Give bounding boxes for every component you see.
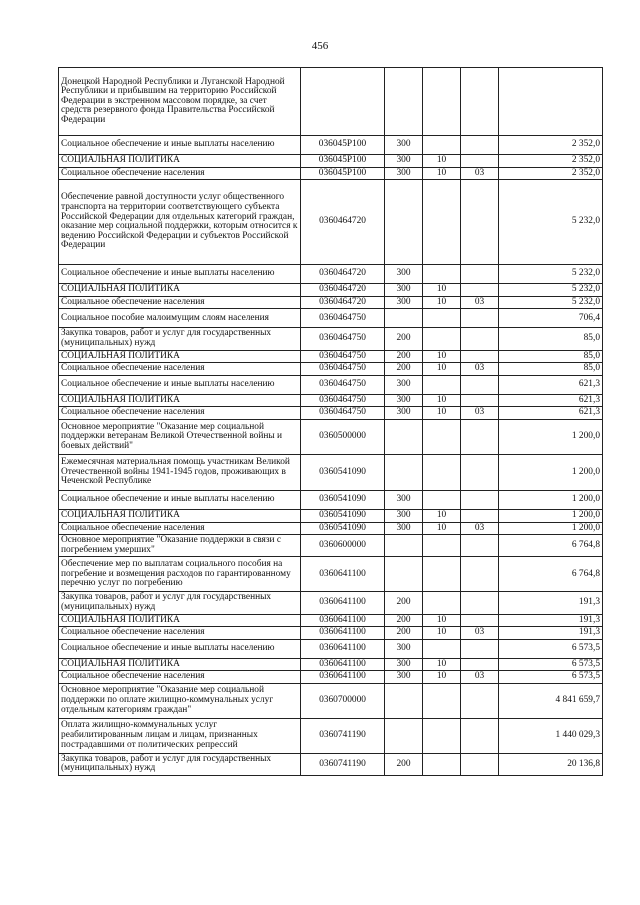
table-row bbox=[59, 522, 603, 535]
row-expense-type: 300 bbox=[385, 284, 423, 297]
row-expense-type bbox=[385, 683, 423, 718]
row-name: СОЦИАЛЬНАЯ ПОЛИТИКА bbox=[59, 394, 301, 407]
row-subsection bbox=[461, 557, 499, 592]
row-name: Закупка товаров, работ и услуг для государственных (муниципальных) нужд bbox=[59, 753, 301, 775]
row-amount: 6 573,5 bbox=[499, 658, 603, 671]
row-code: 0360641100 bbox=[301, 639, 385, 658]
row-section bbox=[423, 592, 461, 614]
row-section: 10 bbox=[423, 296, 461, 309]
row-expense-type: 300 bbox=[385, 375, 423, 394]
row-code: 0360600000 bbox=[301, 535, 385, 557]
row-name: Закупка товаров, работ и услуг для государственных (муниципальных) нужд bbox=[59, 592, 301, 614]
row-subsection: 03 bbox=[461, 167, 499, 180]
row-code: 0360464720 bbox=[301, 296, 385, 309]
row-amount: 191,3 bbox=[499, 627, 603, 640]
row-name: Социальное обеспечение населения bbox=[59, 296, 301, 309]
row-amount: 1 200,0 bbox=[499, 522, 603, 535]
row-amount: 1 200,0 bbox=[499, 490, 603, 509]
row-name: Основное мероприятие "Оказание мер социальной поддержки ветеранам Великой Отечественной войны и боевых действий" bbox=[59, 419, 301, 454]
table-row bbox=[59, 394, 603, 407]
row-name: СОЦИАЛЬНАЯ ПОЛИТИКА bbox=[59, 614, 301, 627]
table-row bbox=[59, 753, 603, 775]
row-name: СОЦИАЛЬНАЯ ПОЛИТИКА bbox=[59, 284, 301, 297]
row-name: Оплата жилищно-коммунальных услуг реабилитированным лицам и лицам, признанных пострадавшими от политических репрессий bbox=[59, 718, 301, 753]
table-row bbox=[59, 454, 603, 490]
row-amount: 1 440 029,3 bbox=[499, 718, 603, 753]
row-subsection: 03 bbox=[461, 363, 499, 376]
row-code: 0360541090 bbox=[301, 490, 385, 509]
row-section: 10 bbox=[423, 407, 461, 420]
row-code: 0360464750 bbox=[301, 363, 385, 376]
row-section: 10 bbox=[423, 363, 461, 376]
row-code: 0360641100 bbox=[301, 557, 385, 592]
row-amount: 621,3 bbox=[499, 407, 603, 420]
row-name: Социальное обеспечение и иные выплаты населению bbox=[59, 639, 301, 658]
row-amount: 85,0 bbox=[499, 350, 603, 363]
table-row bbox=[59, 68, 603, 136]
row-amount: 1 200,0 bbox=[499, 509, 603, 522]
row-expense-type: 300 bbox=[385, 136, 423, 155]
row-section bbox=[423, 454, 461, 490]
row-amount: 2 352,0 bbox=[499, 167, 603, 180]
row-code: 0360541090 bbox=[301, 454, 385, 490]
row-section: 10 bbox=[423, 350, 461, 363]
row-subsection bbox=[461, 68, 499, 136]
budget-table-body bbox=[59, 68, 603, 776]
table-row bbox=[59, 658, 603, 671]
row-expense-type: 300 bbox=[385, 167, 423, 180]
row-section bbox=[423, 753, 461, 775]
row-subsection bbox=[461, 136, 499, 155]
row-amount: 4 841 659,7 bbox=[499, 683, 603, 718]
row-name: Социальное обеспечение населения bbox=[59, 671, 301, 684]
row-amount: 6 764,8 bbox=[499, 535, 603, 557]
row-expense-type bbox=[385, 535, 423, 557]
row-section bbox=[423, 136, 461, 155]
row-amount: 2 352,0 bbox=[499, 136, 603, 155]
row-expense-type: 300 bbox=[385, 407, 423, 420]
row-name: Социальное обеспечение населения bbox=[59, 627, 301, 640]
table-row bbox=[59, 627, 603, 640]
row-name: Социальное пособие малоимущим слоям населения bbox=[59, 309, 301, 328]
row-amount: 2 352,0 bbox=[499, 155, 603, 168]
row-name: Социальное обеспечение населения bbox=[59, 522, 301, 535]
row-amount: 621,3 bbox=[499, 394, 603, 407]
row-code: 0360541090 bbox=[301, 522, 385, 535]
row-amount: 706,4 bbox=[499, 309, 603, 328]
row-amount: 20 136,8 bbox=[499, 753, 603, 775]
row-section bbox=[423, 718, 461, 753]
table-row bbox=[59, 284, 603, 297]
row-subsection bbox=[461, 718, 499, 753]
row-name: Социальное обеспечение населения bbox=[59, 407, 301, 420]
row-section: 10 bbox=[423, 155, 461, 168]
row-code: 0360641100 bbox=[301, 627, 385, 640]
table-row bbox=[59, 509, 603, 522]
row-expense-type: 200 bbox=[385, 592, 423, 614]
row-code: 0360700000 bbox=[301, 683, 385, 718]
table-row bbox=[59, 407, 603, 420]
row-code: 0360641100 bbox=[301, 658, 385, 671]
row-section: 10 bbox=[423, 167, 461, 180]
table-row bbox=[59, 167, 603, 180]
row-name: Ежемесячная материальная помощь участникам Великой Отечественной войны 1941-1945 годов, проживающих в Чеченской Республике bbox=[59, 454, 301, 490]
row-amount: 6 573,5 bbox=[499, 671, 603, 684]
row-expense-type bbox=[385, 454, 423, 490]
table-row bbox=[59, 363, 603, 376]
row-section: 10 bbox=[423, 394, 461, 407]
row-amount: 621,3 bbox=[499, 375, 603, 394]
row-name: СОЦИАЛЬНАЯ ПОЛИТИКА bbox=[59, 658, 301, 671]
row-section bbox=[423, 419, 461, 454]
row-name: Социальное обеспечение и иные выплаты населению bbox=[59, 490, 301, 509]
page-number: 456 bbox=[311, 40, 329, 52]
row-subsection bbox=[461, 592, 499, 614]
row-expense-type: 300 bbox=[385, 265, 423, 284]
table-row bbox=[59, 375, 603, 394]
row-expense-type: 200 bbox=[385, 350, 423, 363]
row-section: 10 bbox=[423, 671, 461, 684]
table-row bbox=[59, 683, 603, 718]
row-expense-type bbox=[385, 419, 423, 454]
row-name: Обеспечение равной доступности услуг общественного транспорта на территории соответствующего субъекта Российской Федерации для отдельных категорий граждан, оказание мер социальной поддержки, которым относится к ведению Российской Федерации и субъектов Российской Федерации bbox=[59, 180, 301, 265]
row-expense-type bbox=[385, 180, 423, 265]
row-code: 036045Р100 bbox=[301, 155, 385, 168]
row-expense-type: 200 bbox=[385, 614, 423, 627]
table-row bbox=[59, 136, 603, 155]
row-subsection: 03 bbox=[461, 407, 499, 420]
row-name: Социальное обеспечение и иные выплаты населению bbox=[59, 265, 301, 284]
row-code: 0360741190 bbox=[301, 718, 385, 753]
row-amount: 85,0 bbox=[499, 363, 603, 376]
row-name: Социальное обеспечение и иные выплаты населению bbox=[59, 375, 301, 394]
row-code: 0360464720 bbox=[301, 284, 385, 297]
table-row bbox=[59, 350, 603, 363]
row-name: Социальное обеспечение и иные выплаты населению bbox=[59, 136, 301, 155]
row-subsection bbox=[461, 490, 499, 509]
table-row bbox=[59, 671, 603, 684]
row-expense-type: 200 bbox=[385, 627, 423, 640]
row-section bbox=[423, 375, 461, 394]
row-code: 0360541090 bbox=[301, 509, 385, 522]
row-name: Обеспечение мер по выплатам социального пособия на погребение и возмещения расходов по гарантированному перечню услуг по погребению bbox=[59, 557, 301, 592]
table-row bbox=[59, 155, 603, 168]
row-expense-type bbox=[385, 718, 423, 753]
row-code: 0360464750 bbox=[301, 394, 385, 407]
row-expense-type bbox=[385, 557, 423, 592]
row-name: СОЦИАЛЬНАЯ ПОЛИТИКА bbox=[59, 350, 301, 363]
row-amount: 85,0 bbox=[499, 328, 603, 350]
row-section: 10 bbox=[423, 509, 461, 522]
row-expense-type: 300 bbox=[385, 671, 423, 684]
row-expense-type: 300 bbox=[385, 155, 423, 168]
row-section: 10 bbox=[423, 658, 461, 671]
row-name: СОЦИАЛЬНАЯ ПОЛИТИКА bbox=[59, 155, 301, 168]
row-code: 0360500000 bbox=[301, 419, 385, 454]
row-subsection bbox=[461, 658, 499, 671]
row-amount: 6 573,5 bbox=[499, 639, 603, 658]
table-row bbox=[59, 535, 603, 557]
row-section bbox=[423, 557, 461, 592]
row-subsection bbox=[461, 614, 499, 627]
row-subsection bbox=[461, 509, 499, 522]
row-subsection bbox=[461, 419, 499, 454]
row-subsection bbox=[461, 454, 499, 490]
row-expense-type: 300 bbox=[385, 522, 423, 535]
row-subsection: 03 bbox=[461, 522, 499, 535]
row-subsection bbox=[461, 155, 499, 168]
table-row bbox=[59, 265, 603, 284]
row-amount: 5 232,0 bbox=[499, 284, 603, 297]
table-row bbox=[59, 328, 603, 350]
row-subsection bbox=[461, 753, 499, 775]
row-subsection: 03 bbox=[461, 671, 499, 684]
table-row bbox=[59, 557, 603, 592]
row-subsection: 03 bbox=[461, 296, 499, 309]
table-row bbox=[59, 614, 603, 627]
row-name: Основное мероприятие "Оказание мер социальной поддержки по оплате жилищно-коммунальных услуг отдельным категориям граждан" bbox=[59, 683, 301, 718]
row-expense-type bbox=[385, 68, 423, 136]
row-code: 036045Р100 bbox=[301, 136, 385, 155]
row-amount: 1 200,0 bbox=[499, 454, 603, 490]
row-section bbox=[423, 490, 461, 509]
row-subsection bbox=[461, 394, 499, 407]
row-expense-type: 200 bbox=[385, 363, 423, 376]
table-row bbox=[59, 419, 603, 454]
row-code: 036045Р100 bbox=[301, 167, 385, 180]
row-section: 10 bbox=[423, 284, 461, 297]
row-subsection bbox=[461, 375, 499, 394]
row-name: Закупка товаров, работ и услуг для государственных (муниципальных) нужд bbox=[59, 328, 301, 350]
row-section bbox=[423, 683, 461, 718]
row-subsection bbox=[461, 328, 499, 350]
row-expense-type: 300 bbox=[385, 296, 423, 309]
row-section bbox=[423, 180, 461, 265]
row-amount: 5 232,0 bbox=[499, 180, 603, 265]
row-section bbox=[423, 68, 461, 136]
row-section: 10 bbox=[423, 614, 461, 627]
row-subsection bbox=[461, 180, 499, 265]
table-row bbox=[59, 309, 603, 328]
row-section bbox=[423, 328, 461, 350]
row-expense-type bbox=[385, 309, 423, 328]
row-section bbox=[423, 265, 461, 284]
row-code: 0360641100 bbox=[301, 592, 385, 614]
row-subsection bbox=[461, 535, 499, 557]
row-name: Донецкой Народной Республики и Луганской Народной Республики и прибывшим на территорию Российской Федерации в экстренном массовом порядке, за счет средств резервного фонда Правительства Российской Федерации bbox=[59, 68, 301, 136]
row-amount: 191,3 bbox=[499, 592, 603, 614]
row-amount: 5 232,0 bbox=[499, 296, 603, 309]
row-code bbox=[301, 68, 385, 136]
row-expense-type: 300 bbox=[385, 394, 423, 407]
row-section: 10 bbox=[423, 522, 461, 535]
row-code: 0360641100 bbox=[301, 671, 385, 684]
row-expense-type: 300 bbox=[385, 639, 423, 658]
row-name: Основное мероприятие "Оказание поддержки в связи с погребением умерших" bbox=[59, 535, 301, 557]
row-code: 0360464720 bbox=[301, 265, 385, 284]
row-name: Социальное обеспечение населения bbox=[59, 167, 301, 180]
row-amount: 6 764,8 bbox=[499, 557, 603, 592]
row-code: 0360641100 bbox=[301, 614, 385, 627]
row-code: 0360464750 bbox=[301, 375, 385, 394]
row-expense-type: 300 bbox=[385, 509, 423, 522]
row-subsection: 03 bbox=[461, 627, 499, 640]
table-row bbox=[59, 718, 603, 753]
row-section bbox=[423, 535, 461, 557]
row-code: 0360464750 bbox=[301, 309, 385, 328]
row-amount: 1 200,0 bbox=[499, 419, 603, 454]
table-row bbox=[59, 639, 603, 658]
row-subsection bbox=[461, 265, 499, 284]
table-row bbox=[59, 490, 603, 509]
row-amount: 191,3 bbox=[499, 614, 603, 627]
table-row bbox=[59, 592, 603, 614]
row-section bbox=[423, 309, 461, 328]
table-row bbox=[59, 180, 603, 265]
row-code: 0360464750 bbox=[301, 407, 385, 420]
row-amount: 5 232,0 bbox=[499, 265, 603, 284]
row-amount bbox=[499, 68, 603, 136]
budget-table bbox=[58, 67, 603, 776]
row-expense-type: 200 bbox=[385, 753, 423, 775]
row-subsection bbox=[461, 284, 499, 297]
row-name: СОЦИАЛЬНАЯ ПОЛИТИКА bbox=[59, 509, 301, 522]
row-expense-type: 200 bbox=[385, 328, 423, 350]
row-subsection bbox=[461, 309, 499, 328]
row-name: Социальное обеспечение населения bbox=[59, 363, 301, 376]
table-row bbox=[59, 296, 603, 309]
row-subsection bbox=[461, 350, 499, 363]
row-code: 0360464720 bbox=[301, 180, 385, 265]
row-subsection bbox=[461, 683, 499, 718]
row-section bbox=[423, 639, 461, 658]
row-expense-type: 300 bbox=[385, 658, 423, 671]
row-code: 0360741190 bbox=[301, 753, 385, 775]
row-code: 0360464750 bbox=[301, 350, 385, 363]
row-section: 10 bbox=[423, 627, 461, 640]
row-code: 0360464750 bbox=[301, 328, 385, 350]
row-expense-type: 300 bbox=[385, 490, 423, 509]
row-subsection bbox=[461, 639, 499, 658]
